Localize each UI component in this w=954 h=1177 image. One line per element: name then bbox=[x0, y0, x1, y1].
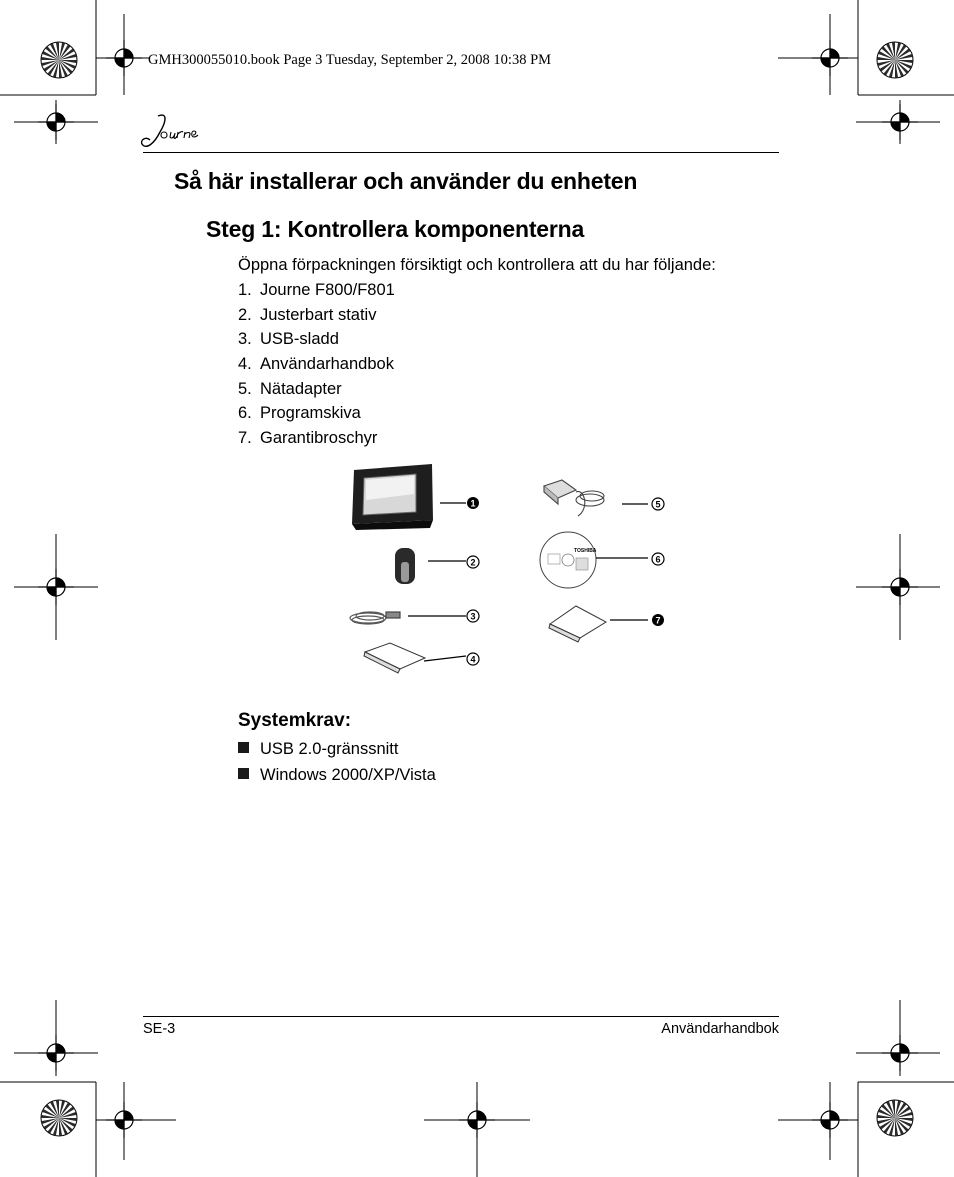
list-number: 3. bbox=[238, 330, 252, 349]
requirements-title: Systemkrav: bbox=[238, 710, 352, 731]
callout-1 bbox=[467, 497, 479, 509]
list-label: Nätadapter bbox=[260, 379, 342, 398]
manual-illustration bbox=[364, 643, 425, 673]
callout-2 bbox=[467, 556, 479, 568]
list-number: 5. bbox=[238, 379, 252, 398]
stand-illustration bbox=[395, 548, 415, 584]
list-item bbox=[238, 328, 395, 353]
bullet-square-icon bbox=[238, 742, 249, 753]
usb-cable-illustration bbox=[350, 612, 400, 624]
header-rule bbox=[143, 152, 779, 153]
svg-text:7: 7 bbox=[655, 615, 661, 626]
registration-target-icon bbox=[38, 1035, 74, 1071]
list-label: USB 2.0-gränssnitt bbox=[260, 740, 399, 758]
step-title: Steg 1: Kontrollera komponenterna bbox=[206, 216, 585, 242]
list-item bbox=[238, 378, 395, 403]
registration-target-icon bbox=[812, 1102, 848, 1138]
svg-text:6: 6 bbox=[655, 554, 661, 565]
registration-target-icon bbox=[38, 569, 74, 605]
registration-target-icon bbox=[812, 40, 848, 76]
requirements-list bbox=[238, 738, 436, 790]
registration-target-icon bbox=[882, 1035, 918, 1071]
list-number: 1. bbox=[238, 281, 252, 299]
registration-target-icon bbox=[459, 1102, 495, 1138]
list-item bbox=[238, 304, 395, 329]
list-item bbox=[238, 353, 395, 378]
list-item bbox=[238, 279, 395, 304]
list-label: USB-sladd bbox=[260, 330, 339, 349]
color-starburst-icon bbox=[877, 42, 913, 78]
list-item bbox=[238, 738, 436, 764]
journe-logo bbox=[138, 110, 218, 156]
page-number: SE-3 bbox=[143, 1021, 176, 1037]
list-item bbox=[238, 427, 395, 452]
registration-target-icon bbox=[882, 569, 918, 605]
list-label: Journe F800/F801 bbox=[260, 281, 395, 299]
power-adapter-illustration bbox=[544, 480, 604, 516]
list-label: Garantibroschyr bbox=[260, 429, 378, 448]
list-label: Windows 2000/XP/Vista bbox=[260, 766, 436, 784]
footer-rule bbox=[143, 1016, 779, 1017]
svg-text:5: 5 bbox=[655, 499, 661, 510]
registration-target-icon bbox=[106, 40, 142, 76]
intro-text: Öppna förpackningen försiktigt och kontrollera att du har följande: bbox=[238, 256, 716, 274]
color-starburst-icon bbox=[41, 1100, 77, 1136]
list-number: 6. bbox=[238, 404, 252, 423]
callout-3 bbox=[467, 610, 479, 622]
svg-text:4: 4 bbox=[470, 654, 476, 665]
print-header: GMH300055010.book Page 3 Tuesday, September 2, 2008 10:38 PM bbox=[148, 52, 552, 68]
color-starburst-icon bbox=[41, 42, 77, 78]
footer-title: Användarhandbok bbox=[661, 1021, 779, 1037]
registration-target-icon bbox=[38, 104, 74, 140]
page-title: Så här installerar och använder du enheten bbox=[174, 168, 638, 194]
svg-text:3: 3 bbox=[470, 611, 476, 622]
software-disc-illustration bbox=[540, 532, 597, 588]
list-item bbox=[238, 402, 395, 427]
callout-4 bbox=[467, 653, 479, 665]
svg-text:1: 1 bbox=[470, 498, 476, 509]
registration-target-icon bbox=[106, 1102, 142, 1138]
components-list bbox=[238, 279, 395, 452]
list-label: Justerbart stativ bbox=[260, 305, 377, 324]
list-label: Programskiva bbox=[260, 404, 361, 423]
registration-target-icon bbox=[882, 104, 918, 140]
svg-text:2: 2 bbox=[470, 557, 476, 568]
callout-6 bbox=[652, 553, 664, 565]
components-figure bbox=[340, 458, 680, 688]
bullet-square-icon bbox=[238, 768, 249, 779]
warranty-leaflet-illustration bbox=[549, 606, 606, 642]
list-label: Användarhandbok bbox=[260, 355, 394, 374]
callout-5 bbox=[652, 498, 664, 510]
list-item bbox=[238, 764, 436, 790]
list-number: 7. bbox=[238, 429, 252, 448]
callout-7 bbox=[652, 614, 664, 626]
list-number: 2. bbox=[238, 305, 252, 324]
disc-label: TOSHIBA bbox=[574, 548, 597, 554]
list-number: 4. bbox=[238, 355, 252, 374]
color-starburst-icon bbox=[877, 1100, 913, 1136]
photo-frame-illustration bbox=[352, 464, 433, 530]
